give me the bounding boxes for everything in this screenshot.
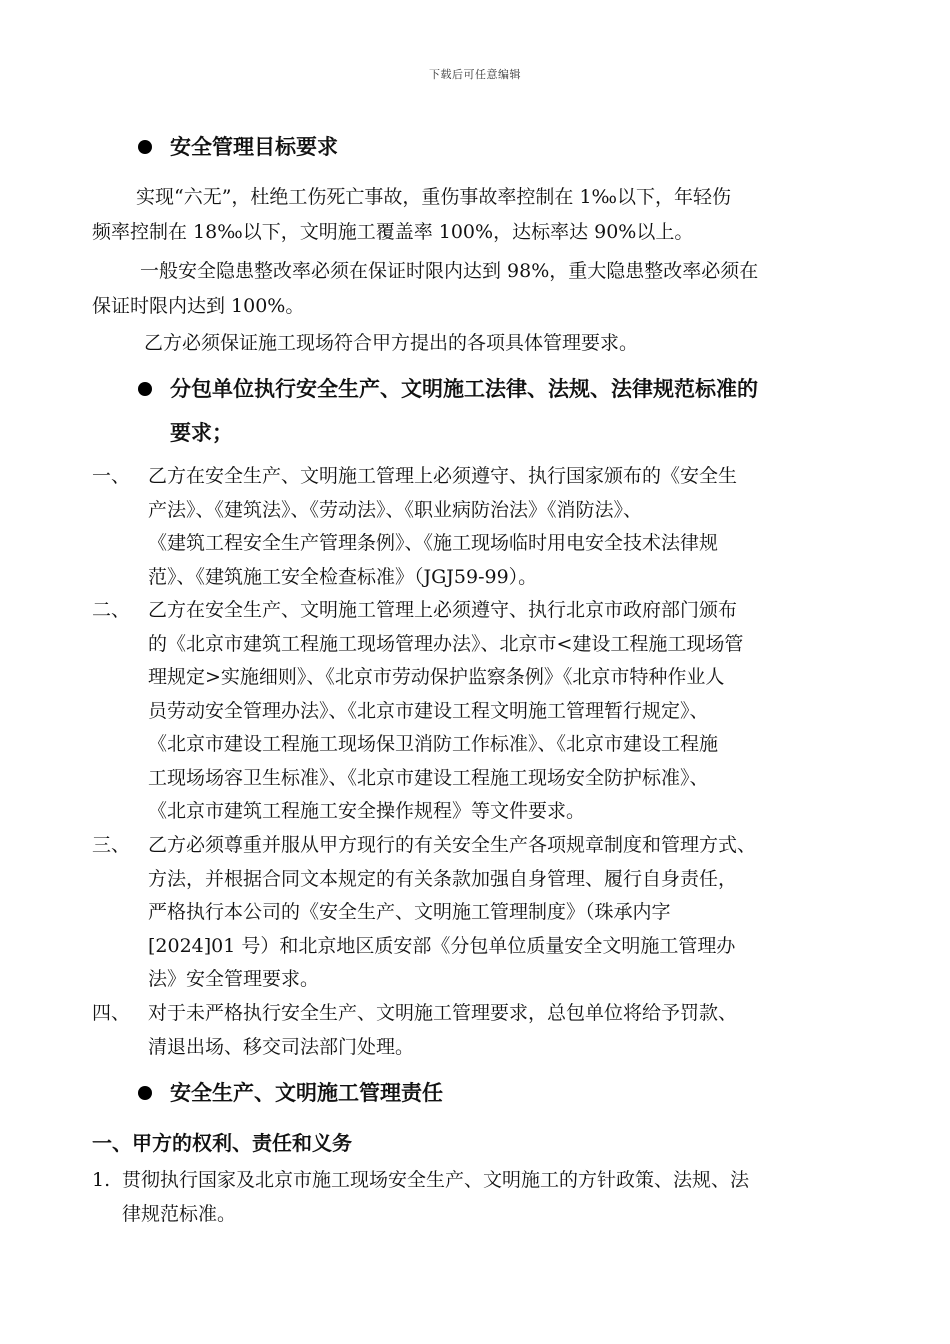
section-heading-laws <box>138 374 758 448</box>
item-line: 法》安全管理要求。 <box>148 968 320 990</box>
item-number: 二、 <box>92 599 131 621</box>
item-line: 律规范标准。 <box>122 1202 237 1225</box>
paragraph-line: 实现“六无”，杜绝工伤死亡事故，重伤事故率控制在 1‰以下，年轻伤 <box>136 186 732 208</box>
item-line: 乙方在安全生产、文明施工管理上必须遵守、执行北京市政府部门颁布 <box>148 599 738 621</box>
paragraph-rectification <box>92 254 758 324</box>
heading-text: 安全生产、文明施工管理责任 <box>170 1080 443 1105</box>
paragraph-line: 保证时限内达到 100%。 <box>92 295 305 317</box>
item-line: 对于未严格执行安全生产、文明施工管理要求，总包单位将给予罚款、 <box>148 1002 738 1024</box>
item-line: 的《北京市建筑工程施工现场管理办法》、北京市<建设工程施工现场管 <box>148 632 744 655</box>
item-line: [2024]01 号）和北京地区质安部《分包单位质量安全文明施工管理办 <box>148 934 736 957</box>
item-body <box>122 1164 749 1231</box>
paragraph-line: 频率控制在 18‰以下，文明施工覆盖率 100%，达标率达 90%以上。 <box>92 221 694 243</box>
header-note: 下载后可任意编辑 <box>429 68 521 81</box>
item-number: 三、 <box>92 834 131 856</box>
section-heading-safety-goals <box>138 132 338 162</box>
item-line: 范》、《建筑施工安全检查标准》（JGJ59-99）。 <box>148 565 538 588</box>
paragraph-line: 一般安全隐患整改率必须在保证时限内达到 98%，重大隐患整改率必须在 <box>140 260 759 282</box>
item-line: 产法》、《建筑法》、《劳动法》、《职业病防治法》《消防法》、 <box>148 498 643 521</box>
paragraph-requirements <box>92 326 638 361</box>
item-body <box>148 997 737 1064</box>
item-line: 理规定>实施细则》、《北京市劳动保护监察条例》《北京市特种作业人 <box>148 666 725 688</box>
item-line: 乙方必须尊重并服从甲方现行的有关安全生产各项规章制度和管理方式、 <box>148 834 757 856</box>
subheading-party-a: 一、甲方的权利、责任和义务 <box>92 1131 352 1155</box>
heading-text-continued: 要求； <box>170 420 233 445</box>
item-line: 严格执行本公司的《安全生产、文明施工管理制度》（珠承内字 <box>148 901 671 923</box>
item-number: 一、 <box>92 465 131 487</box>
item-line: 贯彻执行国家及北京市施工现场安全生产、文明施工的方针政策、法规、法 <box>122 1169 750 1191</box>
bullet-icon <box>138 1086 152 1100</box>
paragraph-goals <box>92 180 731 250</box>
item-line: 方法，并根据合同文本规定的有关条款加强自身管理、履行自身责任， <box>148 867 738 890</box>
item-body <box>148 594 743 829</box>
item-body <box>148 829 756 997</box>
item-line: 《建筑工程安全生产管理条例》、《施工现场临时用电安全技术法律规 <box>148 532 719 554</box>
item-line: 工现场场容卫生标准》、《北京市建设工程施工现场安全防护标准》、 <box>148 766 709 789</box>
item-number: 四、 <box>92 1002 131 1024</box>
item-number: 1. <box>92 1169 111 1191</box>
item-line: 员劳动安全管理办法》、《北京市建设工程文明施工管理暂行规定》、 <box>148 699 709 722</box>
section-heading-responsibility <box>138 1078 443 1108</box>
item-body <box>148 460 737 594</box>
item-line: 乙方在安全生产、文明施工管理上必须遵守、执行国家颁布的《安全生 <box>148 465 738 487</box>
heading-text: 分包单位执行安全生产、文明施工法律、法规、法律规范标准的 <box>170 376 758 401</box>
heading-text: 安全管理目标要求 <box>170 134 338 159</box>
item-line: 《北京市建设工程施工现场保卫消防工作标准》、《北京市建设工程施 <box>148 733 719 755</box>
item-line: 《北京市建筑工程施工安全操作规程》等文件要求。 <box>148 800 586 822</box>
bullet-icon <box>138 382 152 396</box>
paragraph-line: 乙方必须保证施工现场符合甲方提出的各项具体管理要求。 <box>144 332 639 354</box>
item-line: 清退出场、移交司法部门处理。 <box>148 1035 415 1058</box>
bullet-icon <box>138 140 152 154</box>
